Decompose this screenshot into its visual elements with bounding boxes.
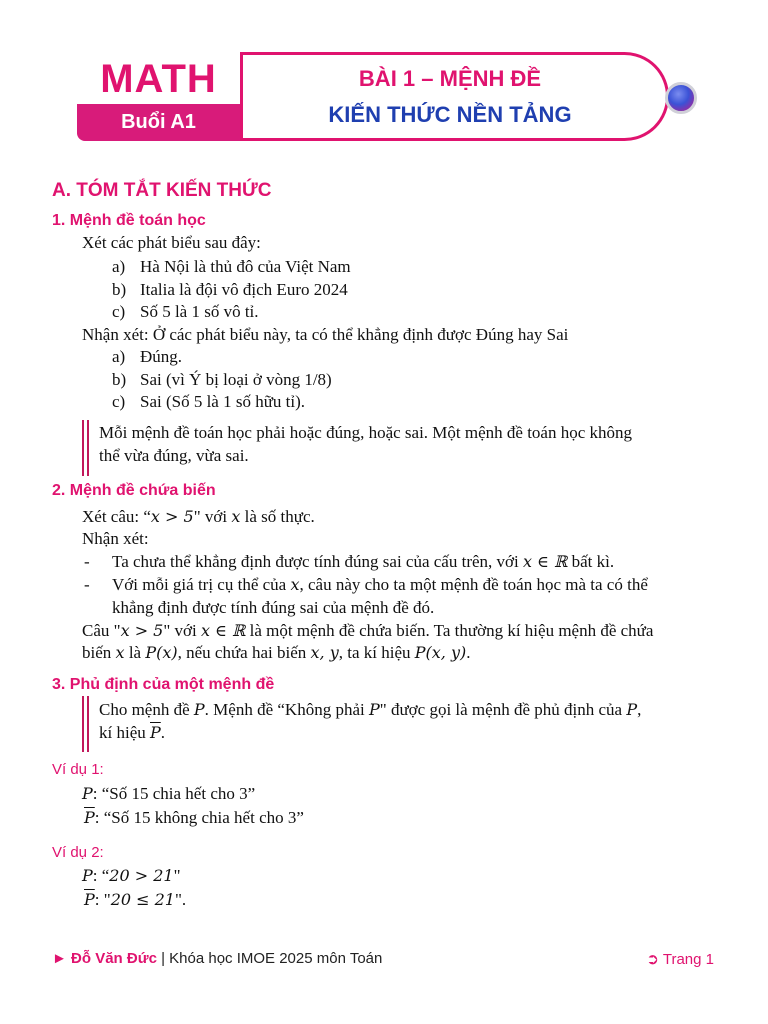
bullet-dash: - (84, 575, 90, 594)
item-label: a) (112, 257, 126, 276)
section-2-remark: Nhận xét: (82, 529, 149, 548)
example-line: $\overline{P}$: “Số 15 không chia hết cho 3” (84, 808, 304, 827)
list-item: Sai (vì Ý bị loại ở vòng 1/8) (140, 370, 332, 389)
lesson-subtitle: KIẾN THỨC NỀN TẢNG (328, 102, 572, 127)
bullet-text: khẳng định được tính đúng sai của mệnh đề đó. (112, 598, 435, 617)
lesson-header (77, 52, 669, 141)
item-label: b) (112, 280, 127, 299)
section-1-remark: Nhận xét: Ở các phát biểu này, ta có thể khẳng định được Đúng hay Sai (82, 325, 569, 344)
session-label: Buổi A1 (77, 104, 240, 141)
note-text: Cho mệnh đề P. Mệnh đề “Không phải P" được gọi là mệnh đề phủ định của P, (99, 700, 642, 719)
note-text: kí hiệu $\overline{P}$. (99, 723, 166, 742)
example-2-label: Ví dụ 2: (52, 844, 104, 861)
note-bar (82, 696, 89, 752)
list-item: Hà Nội là thủ đô của Việt Nam (140, 257, 351, 276)
section-1-intro: Xét các phát biểu sau đây: (82, 233, 261, 252)
example-line: P: “Số 15 chia hết cho 3” (82, 784, 256, 803)
item-label: b) (112, 370, 127, 389)
paragraph: Câu "x > 5" với x ∈ ℝ là một mệnh đề chứa biến. Ta thường kí hiệu mệnh đề chứa (82, 621, 654, 640)
page-arrow-icon: ➲ (646, 951, 659, 968)
section-2-title: 2. Mệnh đề chứa biến (52, 482, 216, 499)
course-name: | Khóa học IMOE 2025 môn Toán (156, 950, 383, 967)
section-1-title: 1. Mệnh đề toán học (52, 212, 206, 229)
bullet-text: Với mỗi giá trị cụ thể của x, câu này cho ta một mệnh đề toán học mà ta có thể (112, 575, 648, 594)
section-3-title: 3. Phủ định của một mệnh đề (52, 676, 275, 693)
logo-box (77, 52, 240, 141)
arrow-right-icon: ► (52, 950, 67, 967)
page-number: ➲ Trang 1 (646, 951, 714, 968)
section-2-consider: Xét câu: “x > 5" với x là số thực. (82, 507, 315, 526)
list-item: Sai (Số 5 là 1 số hữu tỉ). (140, 392, 306, 411)
header-divider (240, 52, 243, 141)
lesson-title: BÀI 1 – MỆNH ĐỀ (358, 66, 542, 91)
author-name: Đỗ Văn Đức (71, 950, 157, 967)
item-label: c) (112, 392, 126, 411)
list-item: Italia là đội vô địch Euro 2024 (140, 280, 348, 299)
example-1-label: Ví dụ 1: (52, 761, 104, 778)
bullet-dash: - (84, 552, 90, 571)
list-item: Đúng. (140, 347, 183, 366)
item-label: a) (112, 347, 126, 366)
bullet-text: Ta chưa thể khẳng định được tính đúng sai của cấu trên, với x ∈ ℝ bất kì. (112, 552, 615, 571)
example-line: P: “20 > 21" (82, 866, 181, 885)
item-label: c) (112, 302, 126, 321)
section-a-title: A. TÓM TẮT KIẾN THỨC (52, 180, 272, 201)
paragraph: biến x là P(x), nếu chứa hai biến x, y, ta kí hiệu P(x, y). (82, 643, 471, 662)
decorative-circle-icon (665, 82, 697, 114)
list-item: Số 5 là 1 số vô tỉ. (140, 302, 259, 321)
note-text: Mỗi mệnh đề toán học phải hoặc đúng, hoặc sai. Một mệnh đề toán học không (99, 423, 633, 442)
example-line: $\overline{P}$: "20 ≤ 21". (84, 890, 187, 909)
note-bar (82, 420, 89, 476)
note-text: thể vừa đúng, vừa sai. (99, 446, 249, 465)
math-logo: MATH (77, 52, 240, 107)
footer-credit (52, 950, 382, 967)
